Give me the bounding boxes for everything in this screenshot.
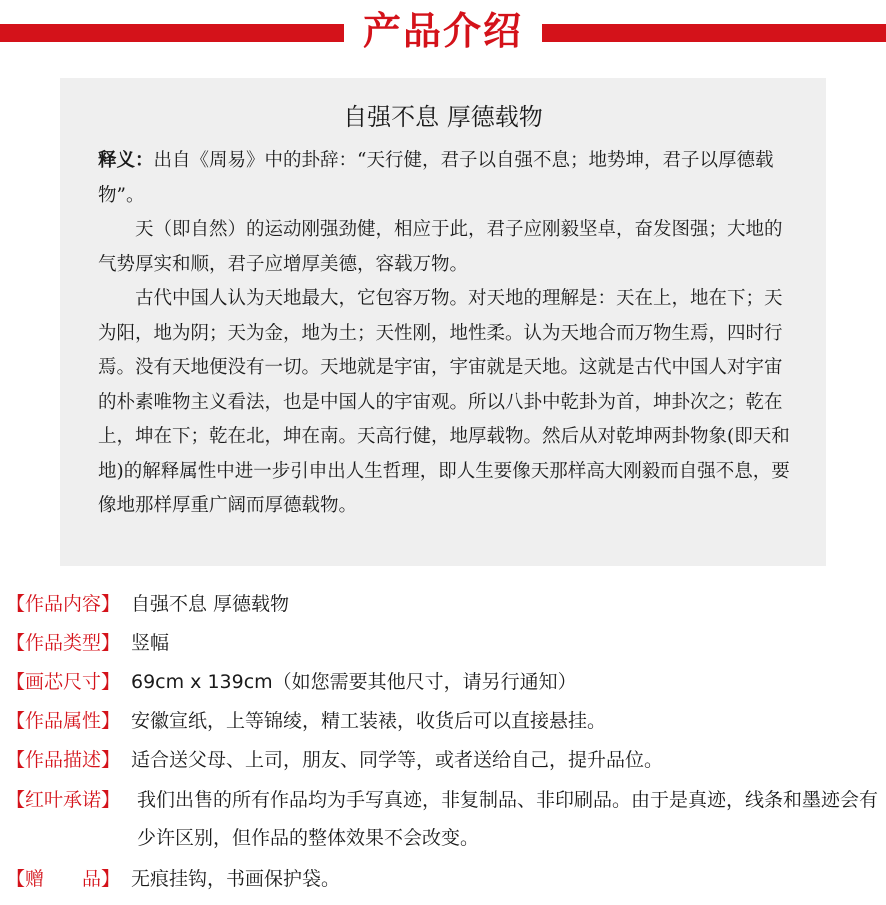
header-bar-right	[542, 24, 886, 42]
spec-value: 自强不息 厚德载物	[131, 593, 290, 615]
spec-row-content	[6, 587, 289, 621]
spec-value: 安徽宣纸，上等锦绫，精工装裱，收货后可以直接悬挂。	[131, 710, 607, 732]
worldview-paragraph: 古代中国人认为天地最大，它包容万物。对天地的理解是：天在上，地在下；天为阳，地为阴；天为金，地为土；天性刚，地性柔。认为天地合而万物生焉，四时行焉。没有天地便没有一切。天地就是宇宙，宇宙就是天地。这就是古代中国人对宇宙的朴素唯物主义看法，也是中国人的宇宙观。所以八卦中乾卦为首，坤卦次之；乾在上，坤在下；乾在北，坤在南。天高行健，地厚载物。然后从对乾坤两卦物象(即天和地)的解释属性中进一步引申出人生哲理，即人生要像天那样高大刚毅而自强不息，要像地那样厚重广阔而厚德载物。	[98, 288, 790, 516]
spec-key: 【红叶承诺】	[6, 789, 121, 811]
spec-key: 【作品属性】	[6, 710, 121, 732]
section-header	[0, 0, 886, 60]
spec-row-size	[6, 665, 577, 699]
description-card	[60, 78, 826, 566]
spec-key: 【画芯尺寸】	[6, 671, 121, 693]
spec-key: 【作品描述】	[6, 749, 121, 771]
spec-row-type	[6, 626, 169, 660]
header-bar-left	[0, 24, 344, 42]
definition-text: 出自《周易》中的卦辞：“天行健，君子以自强不息；地势坤，君子以厚德载物”。	[98, 150, 774, 206]
section-title: 产品介绍	[362, 8, 523, 53]
spec-value: 适合送父母、上司，朋友、同学等，或者送给自己，提升品位。	[131, 749, 664, 771]
spec-row-description	[6, 743, 663, 777]
spec-row-gift	[6, 862, 340, 896]
explanation-paragraph: 天（即自然）的运动刚强劲健，相应于此，君子应刚毅坚卓，奋发图强；大地的气势厚实和顺，君子应增厚美德，容载万物。	[98, 219, 783, 275]
spec-value: 我们出售的所有作品均为手写真迹，非复制品、非印刷品。由于是真迹，线条和墨迹会有少许区别，但作品的整体效果不会改变。	[137, 789, 879, 849]
spec-value: 竖幅	[131, 632, 170, 654]
description-body	[98, 144, 798, 524]
spec-value: 无痕挂钩，书画保护袋。	[131, 868, 341, 890]
spec-key: 【作品类型】	[6, 632, 121, 654]
spec-row-attributes	[6, 704, 606, 738]
spec-key: 【赠 品】	[6, 868, 121, 890]
definition-label: 释义：	[98, 150, 154, 171]
definition-paragraph	[98, 144, 798, 213]
work-title: 自强不息 厚德载物	[343, 103, 543, 131]
spec-value: 69cm x 139cm（如您需要其他尺寸，请另行通知）	[131, 671, 577, 693]
spec-key: 【作品内容】	[6, 593, 121, 615]
